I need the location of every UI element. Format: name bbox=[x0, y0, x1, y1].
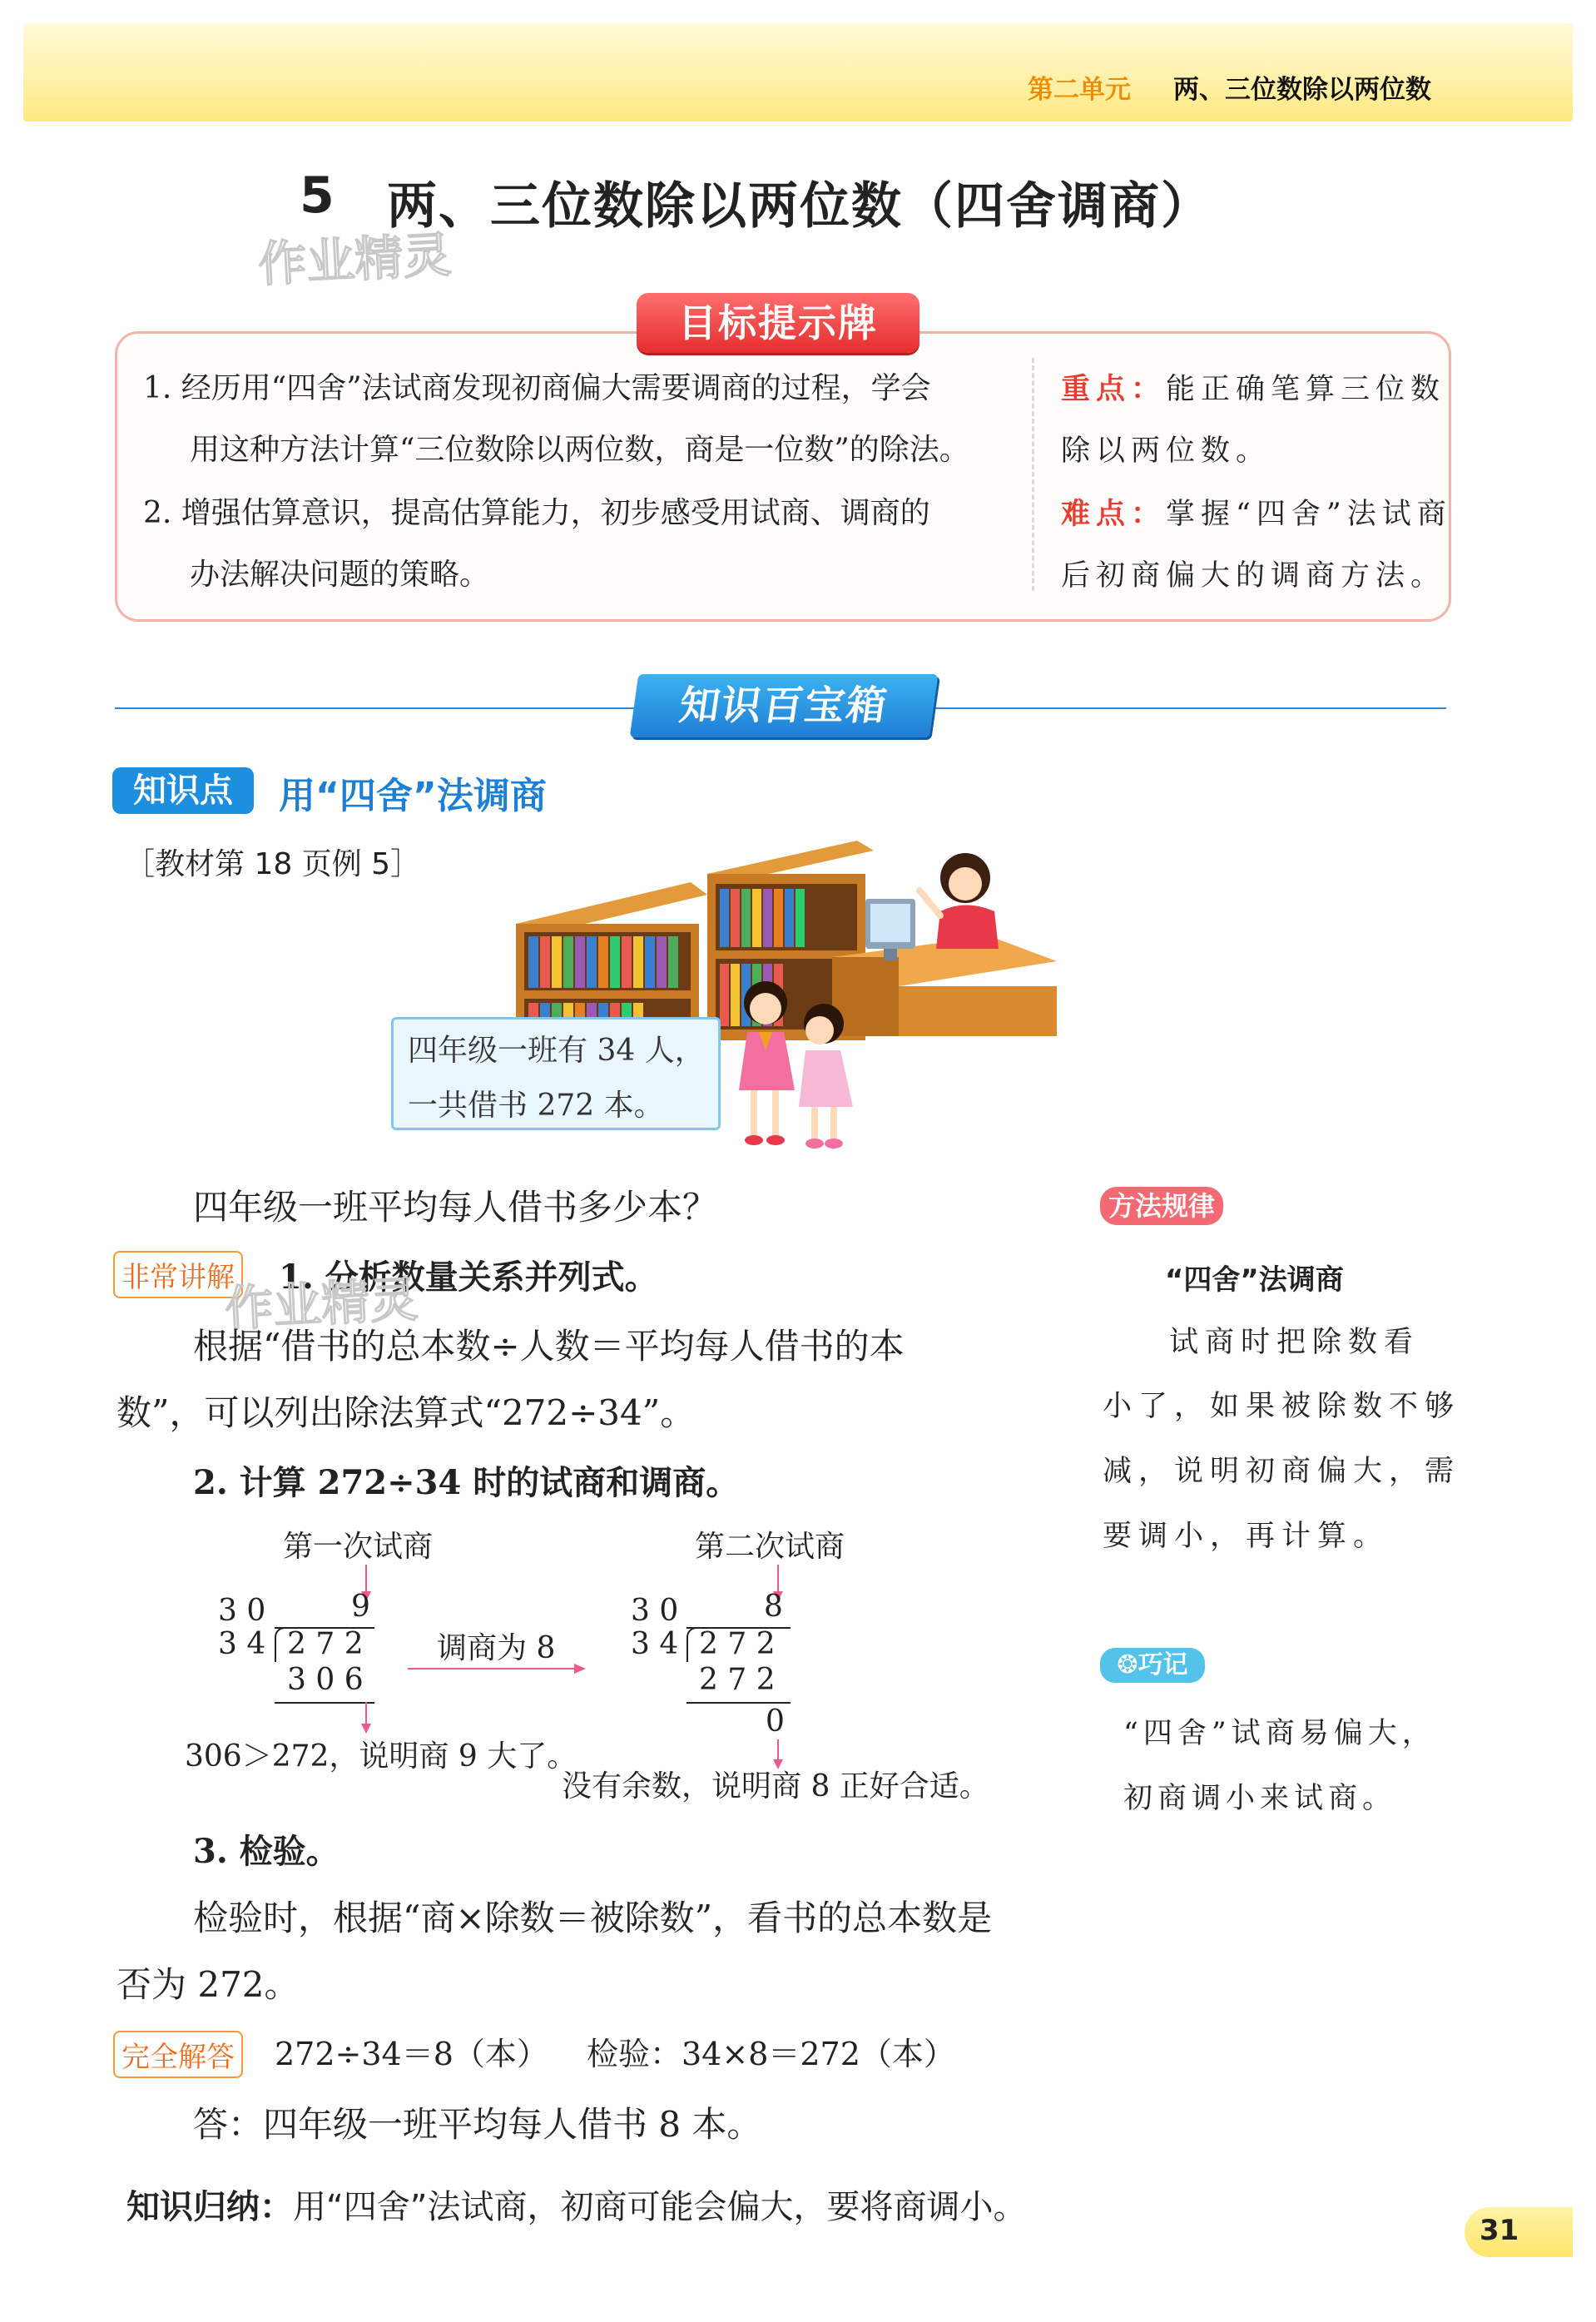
lesson-title: 两、三位数除以两位数（四舍调商） bbox=[387, 177, 1212, 236]
second-divisor: 3 4 bbox=[631, 1627, 679, 1661]
difficulty-point bbox=[1061, 491, 1452, 533]
goal-tab: 目标提示牌 bbox=[637, 293, 919, 353]
method-line: 要调小，再计算。 bbox=[1103, 1520, 1390, 1553]
second-dividend: 2 7 2 bbox=[699, 1627, 776, 1661]
goal-line: 1. 经历用“四舍”法试商发现初商偏大需要调商的过程，学会 bbox=[143, 371, 931, 405]
second-note: 没有余数，说明商 8 正好合适。 bbox=[562, 1769, 989, 1804]
arrow-down-icon bbox=[354, 1702, 379, 1735]
method-line: 试商时把除数看 bbox=[1169, 1326, 1420, 1359]
difficulty-label: 难点： bbox=[1061, 498, 1167, 531]
page-number: 31 bbox=[1480, 2214, 1519, 2247]
summary-label: 知识归纳： bbox=[126, 2188, 293, 2226]
method-tag: 方法规律 bbox=[1100, 1187, 1223, 1225]
knowledge-box-tab: 知识百宝箱 bbox=[630, 674, 939, 737]
subtraction-line bbox=[686, 1702, 791, 1704]
method-title: “四舍”法调商 bbox=[1165, 1263, 1344, 1297]
lightbulb-icon: ❂ bbox=[1117, 1650, 1138, 1679]
first-divisor: 3 4 bbox=[218, 1627, 266, 1661]
method-line: 减，说明初商偏大，需 bbox=[1103, 1455, 1461, 1488]
key-point-text-2: 除以两位数。 bbox=[1061, 434, 1271, 468]
division-bracket bbox=[275, 1627, 285, 1662]
first-quotient: 9 bbox=[351, 1590, 370, 1624]
step1-line: 根据“借书的总本数÷人数＝平均每人借书的本 bbox=[193, 1326, 905, 1367]
lesson-number: 5 bbox=[300, 166, 335, 225]
knowledge-point-title: 用“四舍”法调商 bbox=[279, 775, 547, 817]
goal-line: 办法解决问题的策略。 bbox=[190, 558, 490, 592]
second-remainder: 0 bbox=[766, 1704, 785, 1739]
goal-divider bbox=[1032, 358, 1034, 591]
second-quotient: 8 bbox=[764, 1590, 783, 1624]
memo-line: “四舍”试商易偏大， bbox=[1123, 1717, 1436, 1750]
question-text: 四年级一班平均每人借书多少本？ bbox=[193, 1187, 718, 1228]
key-point-label: 重点： bbox=[1061, 373, 1167, 406]
memo-tag: ❂巧记 bbox=[1100, 1648, 1205, 1683]
answer-equation: 272÷34＝8（本） bbox=[275, 2036, 548, 2072]
step3-line: 否为 272。 bbox=[116, 1964, 300, 2005]
summary bbox=[126, 2181, 1026, 2228]
memo-line: 初商调小来试商。 bbox=[1123, 1782, 1397, 1815]
goal-line: 用这种方法计算“三位数除以两位数，商是一位数”的除法。 bbox=[190, 433, 969, 467]
first-product: 3 0 6 bbox=[287, 1663, 364, 1697]
speech-bubble-line: 四年级一班有 34 人， bbox=[408, 1034, 705, 1068]
difficulty-text-2: 后初商偏大的调商方法。 bbox=[1061, 559, 1446, 593]
girl-icon bbox=[739, 981, 795, 1145]
first-trial-label: 第一次试商 bbox=[283, 1530, 434, 1564]
first-estimate: 3 0 bbox=[218, 1594, 266, 1628]
header-topic: 两、三位数除以两位数 bbox=[1173, 75, 1431, 105]
arrow-right-icon bbox=[408, 1660, 591, 1677]
answer-final: 答：四年级一班平均每人借书 8 本。 bbox=[193, 2104, 762, 2145]
difficulty-text: 掌握“四舍”法试商 bbox=[1166, 498, 1452, 531]
explain-tag: 非常讲解 bbox=[113, 1251, 243, 1298]
step3-line: 检验时，根据“商×除数＝被除数”，看书的总本数是 bbox=[193, 1898, 993, 1938]
textbook-reference: ［教材第 18 页例 5］ bbox=[125, 847, 421, 881]
key-point bbox=[1061, 366, 1445, 408]
header-unit: 第二单元 bbox=[1028, 75, 1131, 105]
summary-text: 用“四舍”法试商，初商可能会偏大，要将商调小。 bbox=[293, 2188, 1027, 2226]
method-line: 小了，如果被除数不够 bbox=[1103, 1390, 1461, 1423]
division-bracket bbox=[686, 1627, 696, 1662]
goal-line: 2. 增强估算意识，提高估算能力，初步感受用试商、调商的 bbox=[143, 496, 930, 530]
key-point-text: 能正确笔算三位数 bbox=[1166, 373, 1446, 406]
desk-icon bbox=[832, 936, 1057, 1036]
watermark: 作业精灵 bbox=[223, 1270, 419, 1338]
step2-title: 2. 计算 272÷34 时的试商和调商。 bbox=[193, 1463, 740, 1502]
adjust-label: 调商为 8 bbox=[437, 1631, 556, 1665]
step3-title: 3. 检验。 bbox=[193, 1832, 340, 1871]
second-product: 2 7 2 bbox=[699, 1663, 776, 1697]
second-trial-label: 第二次试商 bbox=[695, 1530, 845, 1564]
step1-line: 数”，可以列出除法算式“272÷34”。 bbox=[116, 1392, 696, 1433]
step1-title: 1. 分析数量关系并列式。 bbox=[279, 1258, 658, 1297]
answer-check: 检验：34×8＝272（本） bbox=[587, 2036, 955, 2072]
teacher-icon bbox=[919, 853, 999, 949]
watermark: 作业精灵 bbox=[256, 226, 453, 294]
answer-tag: 完全解答 bbox=[113, 2031, 243, 2078]
first-dividend: 2 7 2 bbox=[287, 1627, 364, 1661]
second-estimate: 3 0 bbox=[631, 1594, 679, 1628]
speech-bubble-line: 一共借书 272 本。 bbox=[408, 1089, 664, 1123]
knowledge-point-label: 知识点 bbox=[112, 767, 254, 814]
first-note: 306＞272，说明商 9 大了。 bbox=[185, 1739, 577, 1774]
